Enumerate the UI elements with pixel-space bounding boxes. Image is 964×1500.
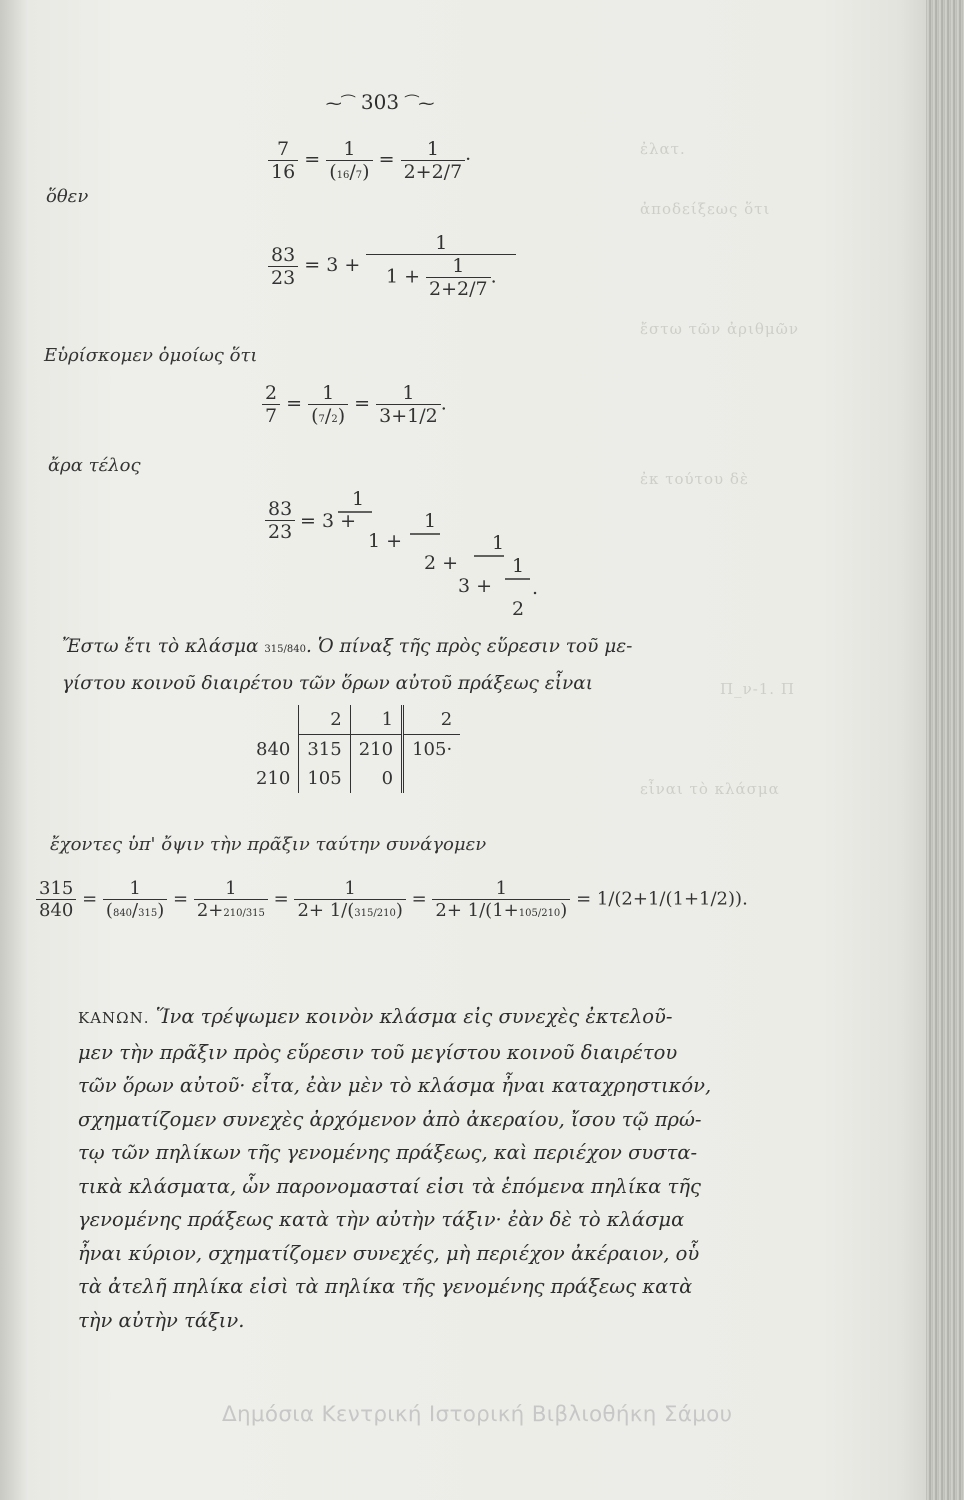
cell: 0 xyxy=(350,764,402,793)
cf-term-4: 3 + xyxy=(458,575,493,597)
cell: 105· xyxy=(403,735,461,765)
paragraph-estw: Ἔστω ἔτι τὸ κλάσμα 315/840. Ὁ πίναξ τῆς πρὸς εὕρεσιν τοῦ με- γίστου κοινοῦ διαιρέτου τῶν ὅρων αὐτοῦ πράξεως εἶναι xyxy=(62,636,633,694)
svg-text:.: . xyxy=(532,577,539,599)
cf-last-den: 2 xyxy=(512,598,525,620)
cf-numerator: 1 xyxy=(424,510,437,532)
bleed-through-text: ἐλατ. xyxy=(640,140,686,158)
cell: 105 xyxy=(299,764,350,793)
rule-paragraph: ΚΑΝΩΝ. Ἵνα τρέψωμεν κοινὸν κλάσμα εἰς συνεχὲς ἐκτελοῦ- μεν τὴν πρᾶξιν πρὸς εὕρεσιν τοῦ μεγίστου κοινοῦ διαιρέτου τῶν ὅρων αὐτοῦ· εἶτα, ἐὰν μὲν τὸ κλάσμα ἦναι καταχρηστικόν, σχηματίζομεν συνεχὲς ἀρχόμενον ἀπὸ ἀκεραίου, ἴσου τῷ πρώ- τῳ τῶν πηλίκων τῆς γενομένης πράξεως, καὶ περιέχον συστα- τικὰ κλάσματα, ὧν παρονομασταί εἰσι τὰ ἑπόμενα πηλίκα τῆς γενομένης πράξεως κατὰ τὴν αὐτὴν τάξιν· ἐὰν δὲ τὸ κλάσμα ἦναι κύριον, σχηματίζομεν συνεχές, μὴ περιέχον ἀκέραιον, οὗ τὰ ἀτελῆ πηλίκα εἰσὶ τὰ πηλίκα τῆς γενομένης πράξεως κατὰ τὴν αὐτὴν τάξιν. xyxy=(78,1005,712,1332)
quotient: 1 xyxy=(350,705,402,735)
cell: 210 xyxy=(256,768,291,789)
page-number: 303 xyxy=(360,90,400,114)
cf-numerator: 1 xyxy=(512,555,525,577)
equation-5: $\frac{315}{840}$ = $\frac{1}{(840/315)}$ = $\frac{1}{2+210/315}$ = $\frac{1}{2+ 1/(315/210)}$ = $\frac{1}{2+ 1/(1+105/210)}$ = 1/(2+1/(1+1/2)). xyxy=(36,878,748,921)
equation-2: $\frac{83}{23}$ = 3 + 1 1 + $\frac{1}{2+2/7}$ . xyxy=(268,232,516,300)
library-watermark: Δημόσια Κεντρική Ιστορική Βιβλιοθήκη Σάμου xyxy=(222,1402,733,1427)
cell: 840 xyxy=(256,738,291,760)
label-exontes: ἔχοντες ὑπ' ὄψιν τὴν πρᾶξιν ταύτην συνάγομεν xyxy=(50,834,487,855)
cf-numerator: 1 xyxy=(352,488,365,510)
cf-numerator: 1 xyxy=(492,532,505,554)
cell: 315 xyxy=(299,735,350,765)
label-euriskomen: Εὑρίσκομεν ὁμοίως ὅτι xyxy=(44,345,258,366)
bleed-through-text: ἐκ τούτου δὲ xyxy=(640,470,749,488)
bleed-through-text: εἶναι τὸ κλάσμα xyxy=(640,780,780,798)
label-ara: ἄρα τέλος xyxy=(48,455,141,476)
bleed-through-text: ἀποδείξεως ὅτι xyxy=(640,200,771,218)
quotient: 2 xyxy=(299,705,350,735)
rule-label: ΚΑΝΩΝ. xyxy=(78,1009,150,1027)
label-othen: ὅθεν xyxy=(46,186,89,207)
cf-term-3: 2 + xyxy=(424,552,459,574)
bleed-through-text: Π_ν-1. Π xyxy=(720,680,795,698)
bleed-through-text: ἔστω τῶν ἀριθμῶν xyxy=(640,320,799,338)
cf-term-2: 1 + xyxy=(368,530,403,552)
equation-1: $\frac{7}{16}$ = $\frac{1}{(16/7)}$ = $\frac{1}{2+2/7}$ · xyxy=(268,138,471,183)
gcd-table xyxy=(248,705,460,793)
quotient: 2 xyxy=(403,705,461,735)
equation-3: $\frac{2}{7}$ = $\frac{1}{(7/2)}$ = $\frac{1}{3+1/2}$ . xyxy=(262,382,447,427)
cf-term-1: = 3 + xyxy=(300,510,357,532)
cell: 210 xyxy=(350,735,402,765)
page-edge-stack xyxy=(926,0,964,1500)
page-header: ⁓⁀ 303 ⁀⁓ xyxy=(325,90,435,114)
equation-4: $\frac{83}{23}$ xyxy=(265,490,295,543)
